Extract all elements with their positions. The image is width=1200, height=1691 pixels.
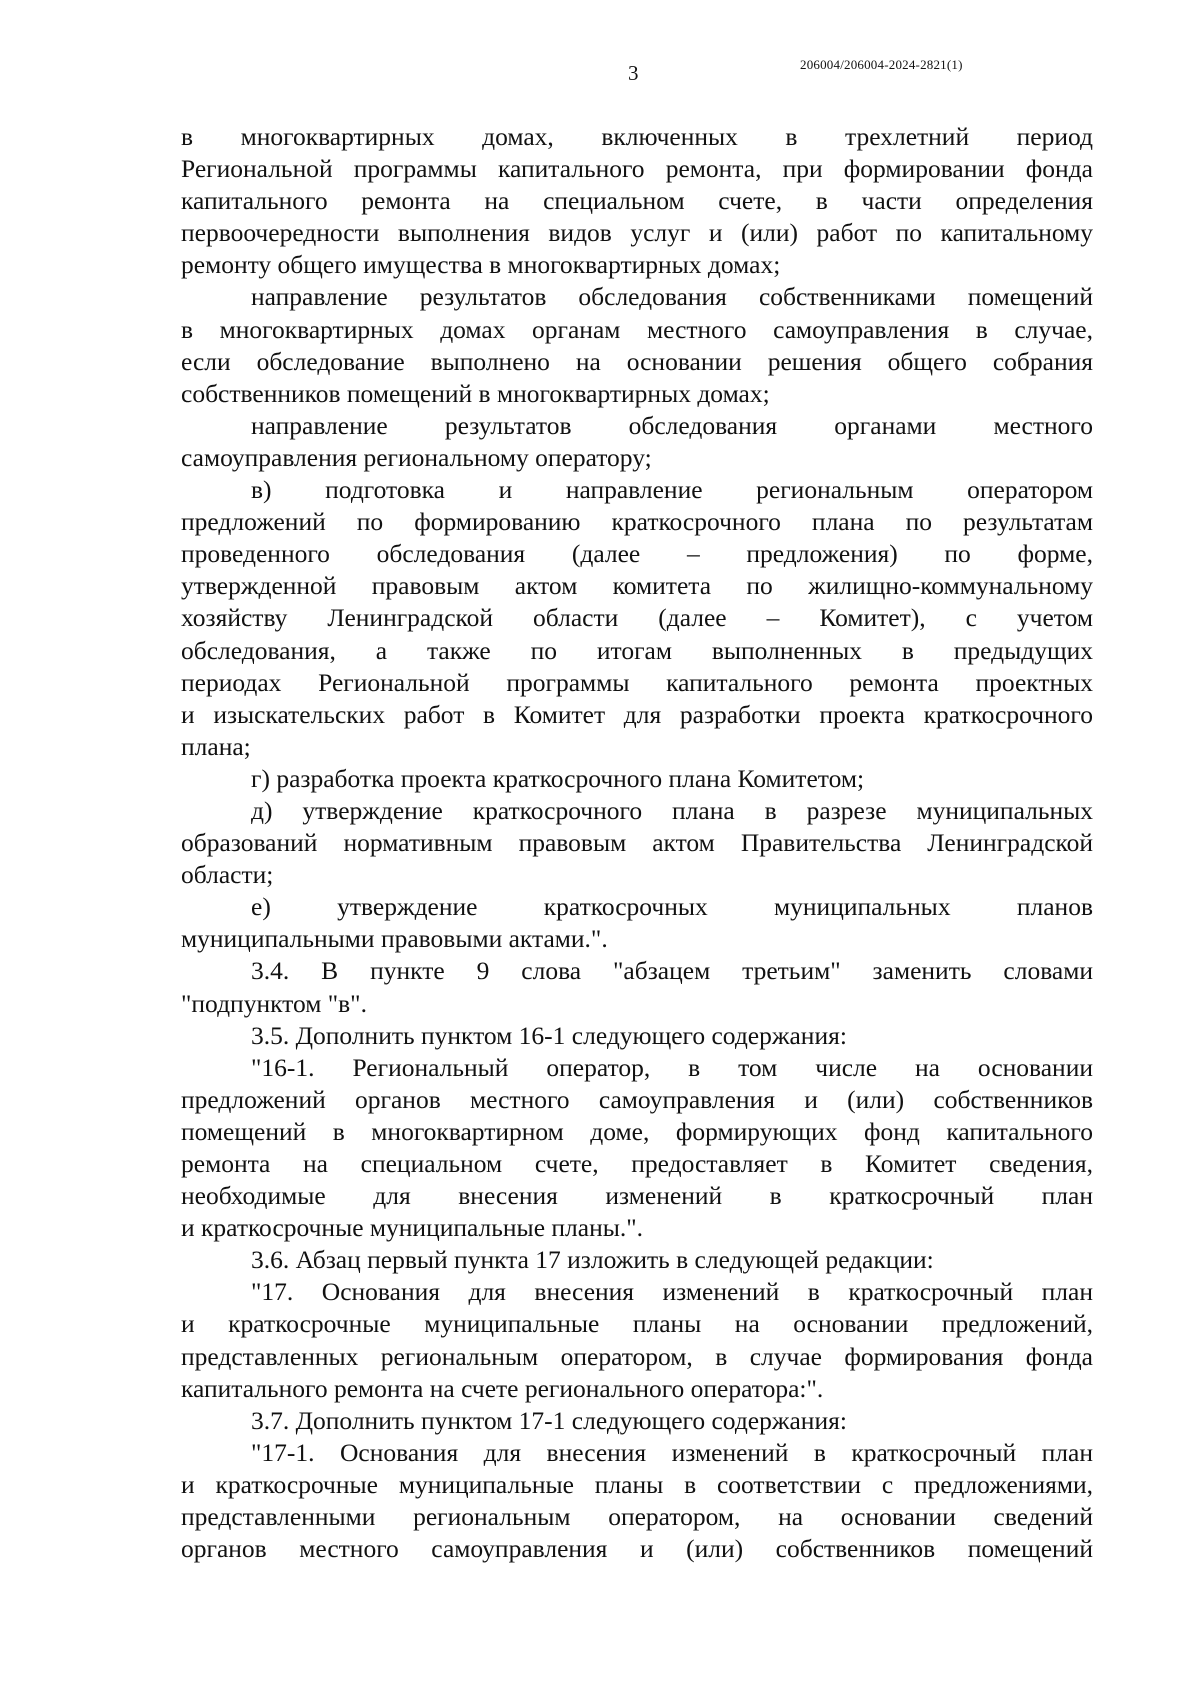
- text-line: 3.6. Абзац первый пункта 17 изложить в следующей редакции:: [251, 1245, 934, 1275]
- text-line: предложений органов местного самоуправления и (или) собственников: [181, 1084, 1093, 1114]
- text-line: и краткосрочные муниципальные планы.".: [181, 1213, 644, 1243]
- text-line: образований нормативным правовым актом Правительства Ленинградской: [181, 828, 1093, 858]
- text-line: плана;: [181, 731, 251, 761]
- page-number: 3: [628, 61, 639, 85]
- text-line: ремонта на специальном счете, предоставляет в Комитет сведения,: [181, 1149, 1093, 1178]
- text-line: если обследование выполнено на основании решения общего собрания: [181, 346, 1093, 376]
- text-line: Региональной программы капитального ремонта, при формировании фонда: [181, 154, 1093, 184]
- text-line: периодах Региональной программы капитального ремонта проектных: [181, 667, 1093, 697]
- text-line: утвержденной правовым актом комитета по жилищно-коммунальному: [181, 571, 1093, 601]
- text-line: 3.4. В пункте 9 слова "абзацем третьим" заменить словами: [251, 956, 1093, 986]
- text-line: в многоквартирных домах органам местного самоуправления в случае,: [181, 314, 1093, 344]
- text-line: обследования, а также по итогам выполненных в предыдущих: [181, 635, 1093, 665]
- text-line: 3.7. Дополнить пунктом 17-1 следующего содержания:: [251, 1405, 847, 1435]
- text-line: "подпунктом "в".: [181, 988, 367, 1018]
- document-body: [181, 121, 1093, 1565]
- text-line: в) подготовка и направление региональным оператором: [251, 475, 1093, 505]
- text-line: направление результатов обследования органами местного: [251, 410, 1093, 440]
- text-line: и изыскательских работ в Комитет для разработки проекта краткосрочного: [181, 699, 1093, 729]
- text-line: и краткосрочные муниципальные планы на основании предложений,: [181, 1309, 1093, 1339]
- text-line: представленных региональным оператором, в случае формирования фонда: [181, 1341, 1093, 1371]
- text-line: 3.5. Дополнить пунктом 16-1 следующего содержания:: [251, 1020, 847, 1050]
- text-line: в многоквартирных домах, включенных в трехлетний период: [181, 122, 1093, 151]
- text-line: хозяйству Ленинградской области (далее – Комитет), с учетом: [181, 603, 1093, 633]
- text-line: первоочередности выполнения видов услуг и (или) работ по капитальному: [181, 218, 1093, 248]
- text-line: и краткосрочные муниципальные планы в соответствии с предложениями,: [181, 1469, 1093, 1499]
- text-line: органов местного самоуправления и (или) собственников помещений: [181, 1534, 1093, 1564]
- text-line: необходимые для внесения изменений в краткосрочный план: [181, 1181, 1093, 1211]
- text-line: "17. Основания для внесения изменений в краткосрочный план: [251, 1277, 1093, 1307]
- text-line: самоуправления региональному оператору;: [181, 442, 652, 472]
- text-line: направление результатов обследования собственниками помещений: [251, 282, 1093, 312]
- document-id: 206004/206004-2024-2821(1): [800, 57, 963, 72]
- text-line: е) утверждение краткосрочных муниципальных планов: [251, 892, 1093, 922]
- text-line: предложений по формированию краткосрочного плана по результатам: [181, 507, 1093, 537]
- text-line: д) утверждение краткосрочного плана в разрезе муниципальных: [251, 795, 1093, 825]
- text-line: "17-1. Основания для внесения изменений в краткосрочный план: [251, 1437, 1093, 1467]
- text-line: "16-1. Региональный оператор, в том числе на основании: [251, 1052, 1093, 1082]
- text-line: г) разработка проекта краткосрочного плана Комитетом;: [251, 763, 865, 793]
- text-line: муниципальными правовыми актами.".: [181, 924, 608, 954]
- text-line: собственников помещений в многоквартирных домах;: [181, 378, 770, 408]
- text-line: капитального ремонта на специальном счете, в части определения: [181, 186, 1093, 216]
- text-line: проведенного обследования (далее – предложения) по форме,: [181, 539, 1093, 569]
- text-line: помещений в многоквартирном доме, формирующих фонд капитального: [181, 1116, 1093, 1146]
- text-line: области;: [181, 860, 274, 890]
- text-line: капитального ремонта на счете регионального оператора:".: [181, 1373, 824, 1403]
- text-line: ремонту общего имущества в многоквартирных домах;: [181, 250, 781, 280]
- text-line: представленными региональным оператором, на основании сведений: [181, 1502, 1093, 1532]
